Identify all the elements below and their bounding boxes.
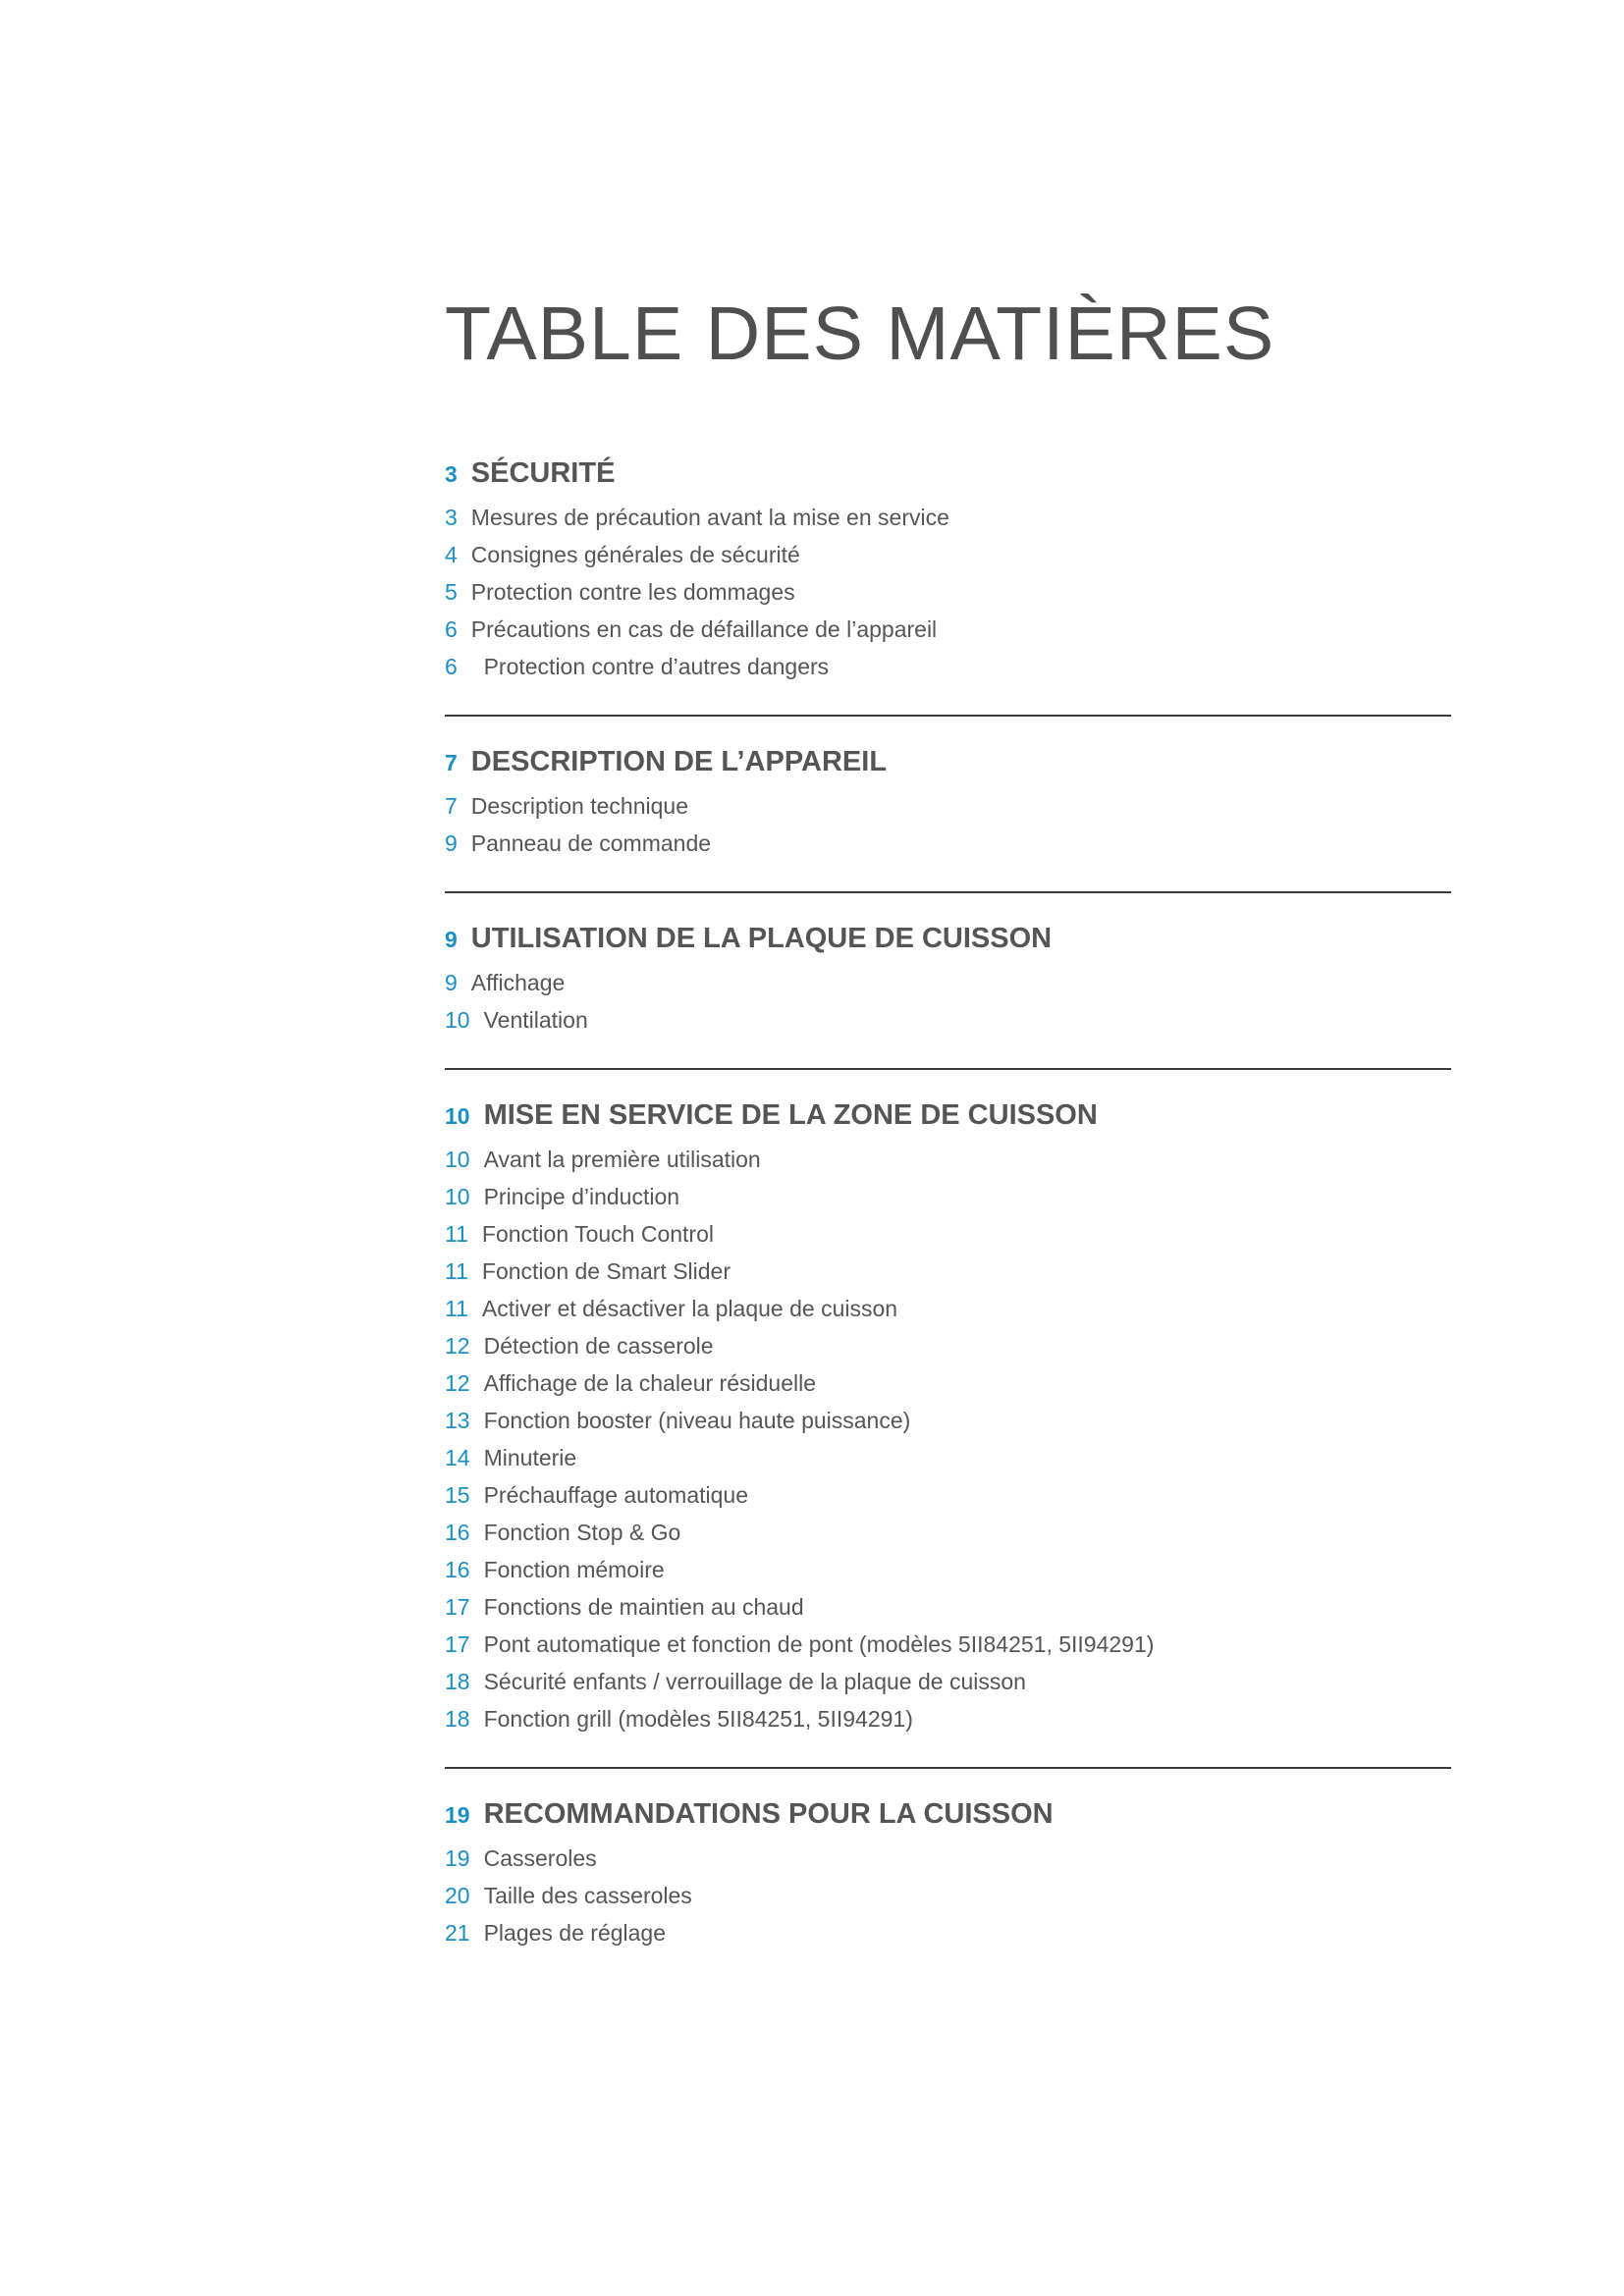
toc-section-recommandations	[445, 1790, 1451, 1981]
section-heading[interactable]	[445, 450, 1451, 497]
entry-title: Taille des casseroles	[483, 1883, 692, 1908]
entry-title: Consignes générales de sécurité	[470, 542, 800, 567]
entry-page-number: 15	[445, 1482, 470, 1508]
entry-title: Minuterie	[483, 1445, 577, 1470]
section-page-number: 3	[445, 461, 458, 487]
page-title: TABLE DES MATIÈRES	[445, 292, 1275, 376]
entry-title: Plages de réglage	[483, 1920, 667, 1946]
entry-title: Avant la première utilisation	[483, 1147, 761, 1172]
entry-page-number: 11	[445, 1296, 468, 1321]
entry-title: Fonction Touch Control	[481, 1221, 714, 1247]
toc-entry[interactable]	[445, 1290, 1451, 1327]
toc-entry[interactable]	[445, 1364, 1451, 1402]
entry-title: Pont automatique et fonction de pont (modèles 5II84251, 5II94291)	[483, 1631, 1155, 1657]
toc-entry[interactable]	[445, 1253, 1451, 1290]
section-page-number: 9	[445, 927, 458, 952]
entry-page-number: 10	[445, 1007, 470, 1033]
entry-title: Préchauffage automatique	[483, 1482, 748, 1508]
entry-page-number: 4	[445, 542, 458, 567]
entry-title: Ventilation	[483, 1007, 588, 1033]
toc-entry[interactable]	[445, 1514, 1451, 1551]
entry-page-number: 20	[445, 1883, 470, 1908]
section-title: SÉCURITÉ	[470, 457, 616, 489]
entry-page-number: 14	[445, 1445, 470, 1470]
toc-section-mise-en-service	[445, 1092, 1451, 1769]
entry-title: Activer et désactiver la plaque de cuisson	[481, 1296, 898, 1321]
entry-page-number: 3	[445, 505, 458, 530]
section-title: RECOMMANDATIONS POUR LA CUISSON	[483, 1798, 1054, 1830]
toc-entry[interactable]	[445, 1626, 1451, 1663]
toc-entry[interactable]	[445, 964, 1451, 1001]
entry-page-number: 11	[445, 1221, 468, 1247]
entry-page-number: 18	[445, 1669, 470, 1694]
entry-title: Casseroles	[483, 1845, 597, 1871]
section-heading[interactable]	[445, 738, 1451, 785]
section-page-number: 10	[445, 1103, 470, 1129]
entry-page-number: 6	[445, 654, 458, 679]
entry-title: Panneau de commande	[470, 830, 712, 856]
entry-page-number: 18	[445, 1706, 470, 1732]
entry-title: Fonction mémoire	[483, 1557, 665, 1582]
entry-title: Fonction de Smart Slider	[481, 1258, 731, 1284]
entry-title: Sécurité enfants / verrouillage de la plaque de cuisson	[483, 1669, 1026, 1694]
toc-section-utilisation	[445, 915, 1451, 1070]
entry-page-number: 17	[445, 1594, 470, 1620]
toc-entry[interactable]	[445, 1141, 1451, 1178]
entry-title: Fonction booster (niveau haute puissance)	[483, 1408, 911, 1433]
entry-page-number: 16	[445, 1520, 470, 1545]
toc-entry[interactable]	[445, 1663, 1451, 1700]
toc-entry[interactable]	[445, 1178, 1451, 1215]
toc-entry[interactable]	[445, 1439, 1451, 1476]
entry-page-number: 5	[445, 579, 458, 605]
entry-title: Affichage	[470, 970, 566, 995]
toc-entry[interactable]	[445, 536, 1451, 573]
toc-section-securite	[445, 450, 1451, 717]
toc-entry[interactable]	[445, 1700, 1451, 1737]
section-title: MISE EN SERVICE DE LA ZONE DE CUISSON	[483, 1099, 1098, 1131]
toc-entry[interactable]	[445, 787, 1451, 825]
toc-entry[interactable]	[445, 1327, 1451, 1364]
entry-title: Protection contre d’autres dangers	[470, 654, 830, 679]
entry-title: Description technique	[470, 793, 688, 819]
entry-title: Principe d’induction	[483, 1184, 680, 1209]
entry-page-number: 9	[445, 970, 458, 995]
section-title: UTILISATION DE LA PLAQUE DE CUISSON	[470, 923, 1053, 954]
entry-page-number: 6	[445, 616, 458, 642]
entry-title: Détection de casserole	[483, 1333, 714, 1359]
section-page-number: 19	[445, 1802, 470, 1828]
entry-title: Mesures de précaution avant la mise en service	[470, 505, 949, 530]
toc-section-description	[445, 738, 1451, 893]
entry-title: Fonction Stop & Go	[483, 1520, 681, 1545]
entry-title: Fonctions de maintien au chaud	[483, 1594, 804, 1620]
toc-entry[interactable]	[445, 1402, 1451, 1439]
entry-title: Fonction grill (modèles 5II84251, 5II94291)	[483, 1706, 913, 1732]
toc-entry[interactable]	[445, 611, 1451, 648]
section-heading[interactable]	[445, 915, 1451, 962]
entry-page-number: 10	[445, 1147, 470, 1172]
section-heading[interactable]	[445, 1092, 1451, 1139]
section-page-number: 7	[445, 750, 458, 775]
entry-page-number: 13	[445, 1408, 470, 1433]
entry-page-number: 12	[445, 1333, 470, 1359]
entry-page-number: 10	[445, 1184, 470, 1209]
toc-entry[interactable]	[445, 825, 1451, 862]
entry-title: Affichage de la chaleur résiduelle	[483, 1370, 817, 1396]
toc-entry[interactable]	[445, 1840, 1451, 1877]
entry-title: Précautions en cas de défaillance de l’appareil	[470, 616, 938, 642]
toc-entry[interactable]	[445, 1001, 1451, 1039]
table-of-contents	[445, 450, 1451, 2002]
entry-page-number: 16	[445, 1557, 470, 1582]
section-title: DESCRIPTION DE L’APPAREIL	[470, 746, 888, 777]
entry-page-number: 12	[445, 1370, 470, 1396]
toc-entry[interactable]	[445, 1215, 1451, 1253]
entry-page-number: 11	[445, 1258, 468, 1284]
toc-entry[interactable]	[445, 648, 1451, 685]
toc-entry[interactable]	[445, 1476, 1451, 1514]
toc-entry[interactable]	[445, 1914, 1451, 1951]
toc-entry[interactable]	[445, 573, 1451, 611]
toc-entry[interactable]	[445, 1877, 1451, 1914]
toc-entry[interactable]	[445, 499, 1451, 536]
entry-title: Protection contre les dommages	[470, 579, 795, 605]
toc-entry[interactable]	[445, 1588, 1451, 1626]
entry-page-number: 9	[445, 830, 458, 856]
entry-page-number: 21	[445, 1920, 470, 1946]
entry-page-number: 17	[445, 1631, 470, 1657]
entry-page-number: 19	[445, 1845, 470, 1871]
toc-entry[interactable]	[445, 1551, 1451, 1588]
section-heading[interactable]	[445, 1790, 1451, 1838]
entry-page-number: 7	[445, 793, 458, 819]
